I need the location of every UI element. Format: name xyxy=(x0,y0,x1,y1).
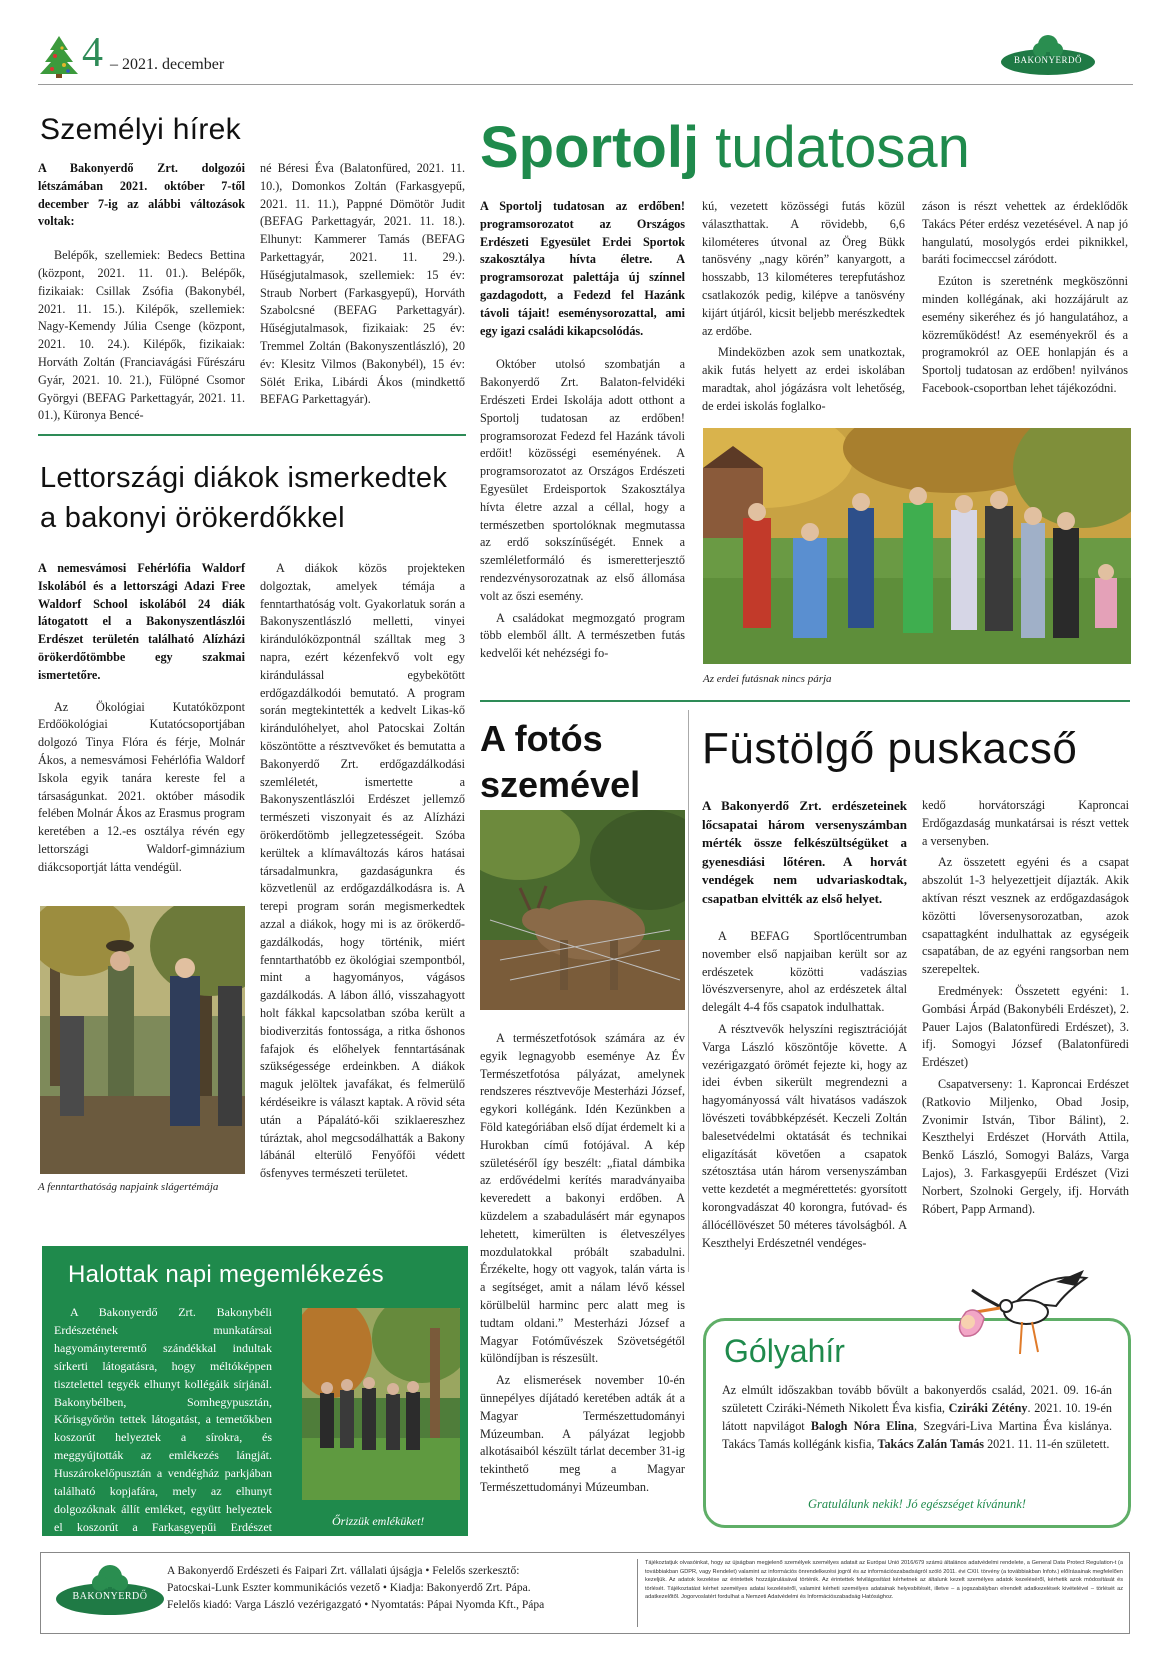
fustolgo-text-2: A résztvevők helyszíni regisztrációját Varga László köszöntője követte. A vezérigazgató örömét fejezte ki, hogy az idei évben sikerült megrendezni a hagyományossá vált hivatásos vadászok lövészeti továbbképzését. Keczeli Zoltán balesetvédelmi oktatását és technikai eligazítását követően a csapatok szétosztása után három versenyszámban vette kezdetét a megmérettetés: gyorsított korongvadászat 40 korongra, futóvad- és állócéllövészet 50 méteres távolságból. A Keszthelyi Erdészetnél vendéges- xyxy=(702,1021,907,1250)
szemelyi-text-2: né Béresi Éva (Balatonfüred, 2021. 11. 10.), Domonkos Zoltán (Farkasgyepű, 2021. 11. 11.), Pappné Dömötör Judit (BEFAG Parkettagyár, 2021. 11. 18.). Elhunyt: Kammerer Tamás (BEFAG Parkettagyár, 2021. 11. 29.). Hűségjutalmasok, szellemiek: 15 év: Straub Norbert (Farkasgyepű), Horváth Szabolcsné (BEFAG Parkettagyár). Hűségjutalmasok, fizikaiak: 25 év: Tremmel Zoltán (Bakonyszentlászló), 20 év: Klesitz Vilmos (Bakonybél), 15 év: Sölét Erika, Libárdi Ákos (mindkettő BEFAG Parkettagyár). xyxy=(260,161,465,407)
halottak-title: Halottak napi megemlékezés xyxy=(68,1261,384,1288)
header-logo xyxy=(1000,32,1096,76)
footer-logo-text: BAKONYERDŐ xyxy=(72,1591,148,1602)
szemelyi-col2 xyxy=(260,160,465,413)
sportolj-title xyxy=(480,112,1130,199)
halottak-box xyxy=(42,1246,468,1552)
halottak-caption: Őrizzük emléküket! xyxy=(332,1514,425,1528)
lettorszag-title-line1: Lettországi diákok ismerkedtek xyxy=(40,462,448,494)
sportolj-text-3: kú, vezetett közösségi futás közül választhattak. A rövidebb, 6,6 kilométeres útvonal az Öreg Bükk tanösvény „nagy körén” kanyargott, a hosszabb, 13 kilométeres terepfutáshoz csatlakozók pedig, kilépve a tanösvény kijárt útjáról, kicsit beljebb merészkedtek az erdőbe. xyxy=(702,199,905,338)
footer-line-3: Felelős kiadó: Varga László vezérigazgató • Nyomtatás: Pápai Nyomda Kft., Pápa xyxy=(167,1599,545,1611)
golyahir-text-a: Az elmúlt időszakban tovább bővült a bakonyerdős család, 2021. 09. 16-án született Cziráki-Németh Nikolett Éva kisfia, xyxy=(722,1383,1112,1415)
footer-notice: Tájékoztatjuk olvasóinkat, hogy az újságban megjelenő személyek személyes adatait az Európai Unió 2016/679 számú általános adatvédelmi rendelete, a General Data Protect Regulation-t (a továbbiakban GDPR, vagy Rendelet) valamint az információs önrendelkezési jogról és az információszabadságról szóló 2011. évi CXII. törvény (a továbbiakban Infotv.) előírásainak megfelelően kezeljük. Az adatok kezelése az érintettek hozzájárulásával történik. Az érintettek felvilágosítást kérhetnek az általunk kezelt személyes adatok kezeléséről, kérhetik azok módosítását és törlését. Tájékoztatást kérhet személyes adatai kezeléséről, valamint kérheti személyes adatainak helyesbítését, illetve – a jogszabályban elrendelt adatkezelések kivételével – törlését az adatkezelőtől. Jogorvoslatért fordulhat a Nemzeti Adatvédelmi és Információszabadság Hatósághoz. xyxy=(645,1560,1123,1601)
footer-credits xyxy=(167,1563,627,1614)
footer-logo xyxy=(55,1561,165,1617)
sportolj-lead: A Sportolj tudatosan az erdőben! programsorozatot az Országos Erdészeti Egyesület Erdei Sportok szakosztálya hívta életre. A programsorozat palettája új színnel gazdagodott, a Fedezd fel Hazánk távoli tájait! eseménysorozattal, ami egy igazi családi kikapcsolódás. xyxy=(480,199,685,338)
footer-box xyxy=(40,1552,1130,1634)
fotos-col xyxy=(480,1030,685,1501)
fustolgo-text-4: Az összetett egyéni és a csapat abszolút 1-3 helyezettjeit díjazták. Akik aktívan részt vesznek az erdőgazdaságok közötti lőversenysorozatban, azok csapattagként indulhattak az egységeik csapatában, de az egyéni rangsorban nem szerepeltek. xyxy=(922,855,1129,977)
deer-in-fence-photo xyxy=(480,810,685,1010)
golyahir-name-2: Balogh Nóra Elina xyxy=(810,1419,914,1433)
fustolgo-text-5: Eredmények: Összetett egyéni: 1. Gombási Árpád (Bakonybéli Erdészet), 2. Pauer Lajos (Balatonfüredi Erdészet), 3. ifj. Somogyi József (Balatonfüredi Erdészet) xyxy=(922,983,1129,1070)
fustolgo-text-1: A BEFAG Sportlőcentrumban november első napjaiban került sor az erdészetek közötti vadászias lövészversenyre, ahol az erdészetek által delegált 4-4 fős csapatok indulhattak. xyxy=(702,929,907,1015)
page-header xyxy=(38,30,1133,82)
sportolj-text-2: A családokat megmozgató program több elemből állt. A természetben futás kedvelői két nehézségi fo- xyxy=(480,610,685,661)
sportolj-text-6: Ezúton is szeretnénk megköszönni minden kollégának, aki hozzájárult az esemény sikeréhez és jó hangulatához, a közreműködést! Az eseményekről és a programokról az OEE honlapján és a Sportolj tudatosan az erdőben! nyilvános Facebook-csoportban lehet tájékozódni. xyxy=(922,274,1128,395)
lettorszag-photo-caption: A fenntarthatóság napjaink slágertémája xyxy=(38,1181,219,1193)
sportolj-col3 xyxy=(922,198,1128,402)
fustolgo-text-3: kedő horvátországi Kaproncai Erdőgazdaság munkatársai is részt vettek a versenyben. xyxy=(922,798,1129,848)
szemelyi-col1 xyxy=(38,160,245,429)
header-logo-text: BAKONYERDŐ xyxy=(1014,55,1082,65)
page-number: 4 xyxy=(82,30,103,76)
fotos-text-2: Az elismerések november 10-én ünnepélyes díjátadó keretében adták át a Magyar Természettudományi Múzeumban. A pályázat legjobb alkotásaiból készült tárlat december 31-ig tekinthető meg a Magyar Természettudományi Múzeumban. xyxy=(480,1373,685,1494)
footer-line-2: Patocskai-Lunk Eszter kommunikációs vezető • Kiadja: Bakonyerdő Zrt. Pápa. xyxy=(167,1582,531,1594)
stork-icon xyxy=(946,1262,1096,1368)
halottak-photo xyxy=(302,1308,460,1500)
golyahir-title: Gólyahír xyxy=(724,1333,845,1369)
lettorszag-title xyxy=(40,458,470,538)
szemelyi-divider xyxy=(38,434,466,436)
sportolj-col1 xyxy=(480,198,685,667)
lettorszag-text-2: A diákok közös projekteken dolgoztak, amelyek témája a fenntarthatóság volt. Gyakorlatuk során a Bakonyszentlászló melletti, vinyei kirándulóközpontnál szálltak meg 3 napra, ezért kézenfekvő volt egy kirándulással egybekötött erdőgazdálkodói bemutató. A program során megtekintették a kedvelt Likas-kő kirándulóhelyet, ahol Patocskai Zoltán köszöntötte a résztvevőket és bemutatta a Bakonyerdő Zrt. erdőgazdálkodási szemléletét, ismertette a Bakonyszentlászlói Erdészet jellemző természeti viszonyait és az Alízházi örökerdőtömb jellegzetességeit. Szóba kerültek a klímaváltozás káros hatásai társadalmunkra, gazdaságunkra és közvetlenül az erdőgazdálkodásra is. A terepi program során megismerkedtek azzal a diákok, hogy mi is az örökerdő-gazdálkodás, hogy történik, miért fenntarthatóbb ez ökológiai szempontból, mint a hagyományos, vágásos gazdálkodás. A lábon álló, visszahagyott holt fákkal kapcsolatban szóba került a biodiverzitás fontossága, a ritka őshonos fafajok és előhelyek fenntartásának szükségessége erdeinkben. A diákok maguk jelöltek javafákat, és felmerülő kérdéseikre is választ kaptak. A rövid séta után a Pápalátó-kői sziklaereszhez túráztak, ahol megcsodálhatták a Bakony lábánál elterülő Fenyőfői védett ősfenyves természeti területet. xyxy=(260,561,465,1181)
fustolgo-title: Füstölgő puskacső xyxy=(702,724,1078,773)
golyahir-text-d: 2021. 11. 11-én született. xyxy=(984,1437,1110,1451)
issue-date: – 2021. december xyxy=(110,56,225,73)
golyahir-name-3: Takács Zalán Tamás xyxy=(877,1437,985,1451)
szemelyi-title: Személyi hírek xyxy=(40,113,241,146)
fustolgo-col2 xyxy=(922,797,1129,1222)
fotos-text-1: A természetfotósok számára az év egyik legnagyobb eseménye Az Év Természetfotósa pályázat, amelynek rendszeres résztvevője Mesterházi József, egykori kollégánk. Idén Kezünkben a Föld kategóriában első díjat érdemelt ki a Hurokban című fotójával. A kép születéséről így beszélt: „fiatal dámbika az erdővédelmi kerítés maradványaiba keveredett a bakonyi erdőben. A küzdelem a szabadulásért már egynapos lehetett, kimerülten is életveszélyes mozdulatokkal próbált szabadulni. Érzékelte, hogy ott vagyok, talán várta is a segítséget, amit a nálam lévő késsel körülbelül harminc perc alatt meg is tudtam oldani.” Mesterházi József a Magyar Fotóművészek Szövetségétől különdíjban is részesült. xyxy=(480,1031,685,1366)
fustolgo-col1 xyxy=(702,797,907,1256)
szemelyi-intro: A Bakonyerdő Zrt. dolgozói létszámában 2021. október 7-től december 7-ig az alábbi változások voltak: xyxy=(38,161,245,229)
fotos-title-line1: A fotós xyxy=(480,718,603,759)
sportolj-text-4: Mindeközben azok sem unatkoztak, akik futás helyett az erdei iskolában maradtak, ahol jógázásra volt lehetőség, de erdei iskolás foglalko- xyxy=(702,345,905,413)
halottak-text: A Bakonyerdő Zrt. Bakonybéli Erdészetének munkatársai hagyományteremtő szándékkal indultak sírkerti látogatásra, hogy méltóképpen tisztelettel tegyék elhunyt kollégáik sírjánál. Bakonybélben, Somhegypusztán, Kőrisgyőrön tettek látogatást, a temetőkben koszorút helyeztek a sírokra, és meggyújtották az emlékezés lángját. Huszárokelőpusztán a vendégház parkjában található kopjafára, mely az elhunyt dolgozóknak állít emléket, együtt helyeztek el koszorút a Farkasgyepűi Erdészet munkatársaival. xyxy=(54,1305,272,1552)
golyahir-text xyxy=(722,1381,1112,1453)
fustolgo-lead: A Bakonyerdő Zrt. erdészeteinek lőcsapatai három versenyszámban mérték össze felkészültségüket a gyenesdiási lőtéren. A horvát vendégek nem udvariaskodtak, csapatban elvitték az első helyet. xyxy=(702,798,907,906)
fotos-title-line2: szemével xyxy=(480,764,641,805)
sportolj-text-1: Október utolsó szombatján a Bakonyerdő Zrt. Balaton-felvidéki Erdészeti Erdei Iskolája adott otthont a Sportolj tudatosan az erdőben! programsorozat Fedezd fel Hazánk távoli erdőit! közösségi eseményének. A programsorozatot az Országos Erdészeti Egyesület Erdeisportok Szakosztálya hívta életre azzal a céllal, hogy a természetben sportolóknak megmutassa az erdő sokszínűségét. Ennek a szemléletformáló és ismeretterjesztő rendezvénysorozatnak az első állomása volt az őszi esemény. xyxy=(480,357,685,603)
runners-group-photo xyxy=(703,428,1131,664)
sportolj-title-light: tudatosan xyxy=(715,115,970,180)
footer-bakonyerdo-logo-icon xyxy=(55,1561,165,1617)
header-divider xyxy=(38,84,1133,85)
sportolj-text-5: záson is részt vehettek az érdeklődők Takács Péter erdész vezetésével. A nap jó hangulatú, mosolygós erdei piknikkel, baráti focimeccsel záródott. xyxy=(922,199,1128,267)
sportolj-title-bold: Sportolj xyxy=(480,115,700,180)
footer-line-1: A Bakonyerdő Erdészeti és Faipari Zrt. vállalati újságja • Felelős szerkesztő: xyxy=(167,1565,520,1577)
footer-divider xyxy=(637,1559,638,1627)
christmas-tree-icon xyxy=(38,34,80,78)
golyahir-text-c: , Szegvári-Liva Martina Éva kislánya. Takács Tamás kollégánk kisfia, xyxy=(722,1419,1113,1451)
cemetery-photo xyxy=(302,1308,460,1500)
fotos-photo xyxy=(480,810,685,1010)
lettorszag-col1 xyxy=(38,560,245,881)
sportolj-photo xyxy=(703,428,1131,664)
szemelyi-text-1: Belépők, szellemiek: Bedecs Bettina (központ, 2021. 11. 01.). Belépők, fizikaiak: Csillak Zsófia (Bakonybél, 2021. 11. 15.). Kilépők, szellemiek: Nagy-Kemendy Júlia Csenge (központ, 2021. 10. 24.). Kilépők, fizikaiak: Horváth Zoltán (Franciavágási Fűrészáru Gyár, 2021. 10. 21.), Fülöpné Csomor Györgyi (BEFAG Parkettagyár, 2021. 11. 01.), Küronya Bencé- xyxy=(38,248,245,423)
golyahir-name-1: Cziráki Zétény xyxy=(948,1401,1028,1415)
fustolgo-text-6: Csapatverseny: 1. Kaproncai Erdészet (Ratkovio Miljenko, Obad Josip, Zvonimir István, Tibor Bálint), 2. Keszthelyi Erdészet (Horváth Attila, Benkő László, Somogyi Balázs, Varga Lajos), 3. Farkasgyepűi Erdészet (Vizi Norbert, Szolnoki Gergely, ifj. Horváth Róbert, Papp Armand). xyxy=(922,1076,1129,1216)
mid-right-divider xyxy=(480,700,1130,702)
bakonyerdo-logo-icon xyxy=(1000,32,1096,76)
fotos-title xyxy=(480,716,690,808)
sportolj-col2 xyxy=(702,198,905,420)
lettorszag-col2 xyxy=(260,560,465,1187)
lettorszag-title-line2: a bakonyi örökerdőkkel xyxy=(40,502,345,534)
sportolj-photo-caption: Az erdei futásnak nincs párja xyxy=(703,673,832,685)
lettorszag-lead: A nemesvámosi Fehérlófia Waldorf Iskolából és a lettországi Adazi Free Waldorf School iskolából 24 diák látogatott el a Bakonyszentlászlói Erdészet területén található Alízházi örökerdőtömbbe egy szakmai ismertetőre. xyxy=(38,561,245,682)
lettorszag-text-1: Az Ökológiai Kutatóközpont Erdőökológiai Kutatócsoportjában dolgozó Tinya Flóra és férje, Molnár Ákos, a nemesvámosi Fehérlófia Waldorf Iskola egyik tanára kereste fel a társaságunkat. 2021. október második felében Molnár Ákos az Erasmus program keretében a 12.-es osztálya révén egy lettországi Waldorf-gimnázium diákcsoportját látta vendégül. xyxy=(38,699,245,874)
golyahir-text-b: . 2021. 10. 19-én látott napvilágot xyxy=(722,1401,1112,1433)
forest-students-photo xyxy=(40,906,245,1174)
golyahir-congrats: Gratulálunk nekik! Jó egészséget kívánunk! xyxy=(808,1497,1026,1511)
lettorszag-photo xyxy=(40,906,245,1174)
